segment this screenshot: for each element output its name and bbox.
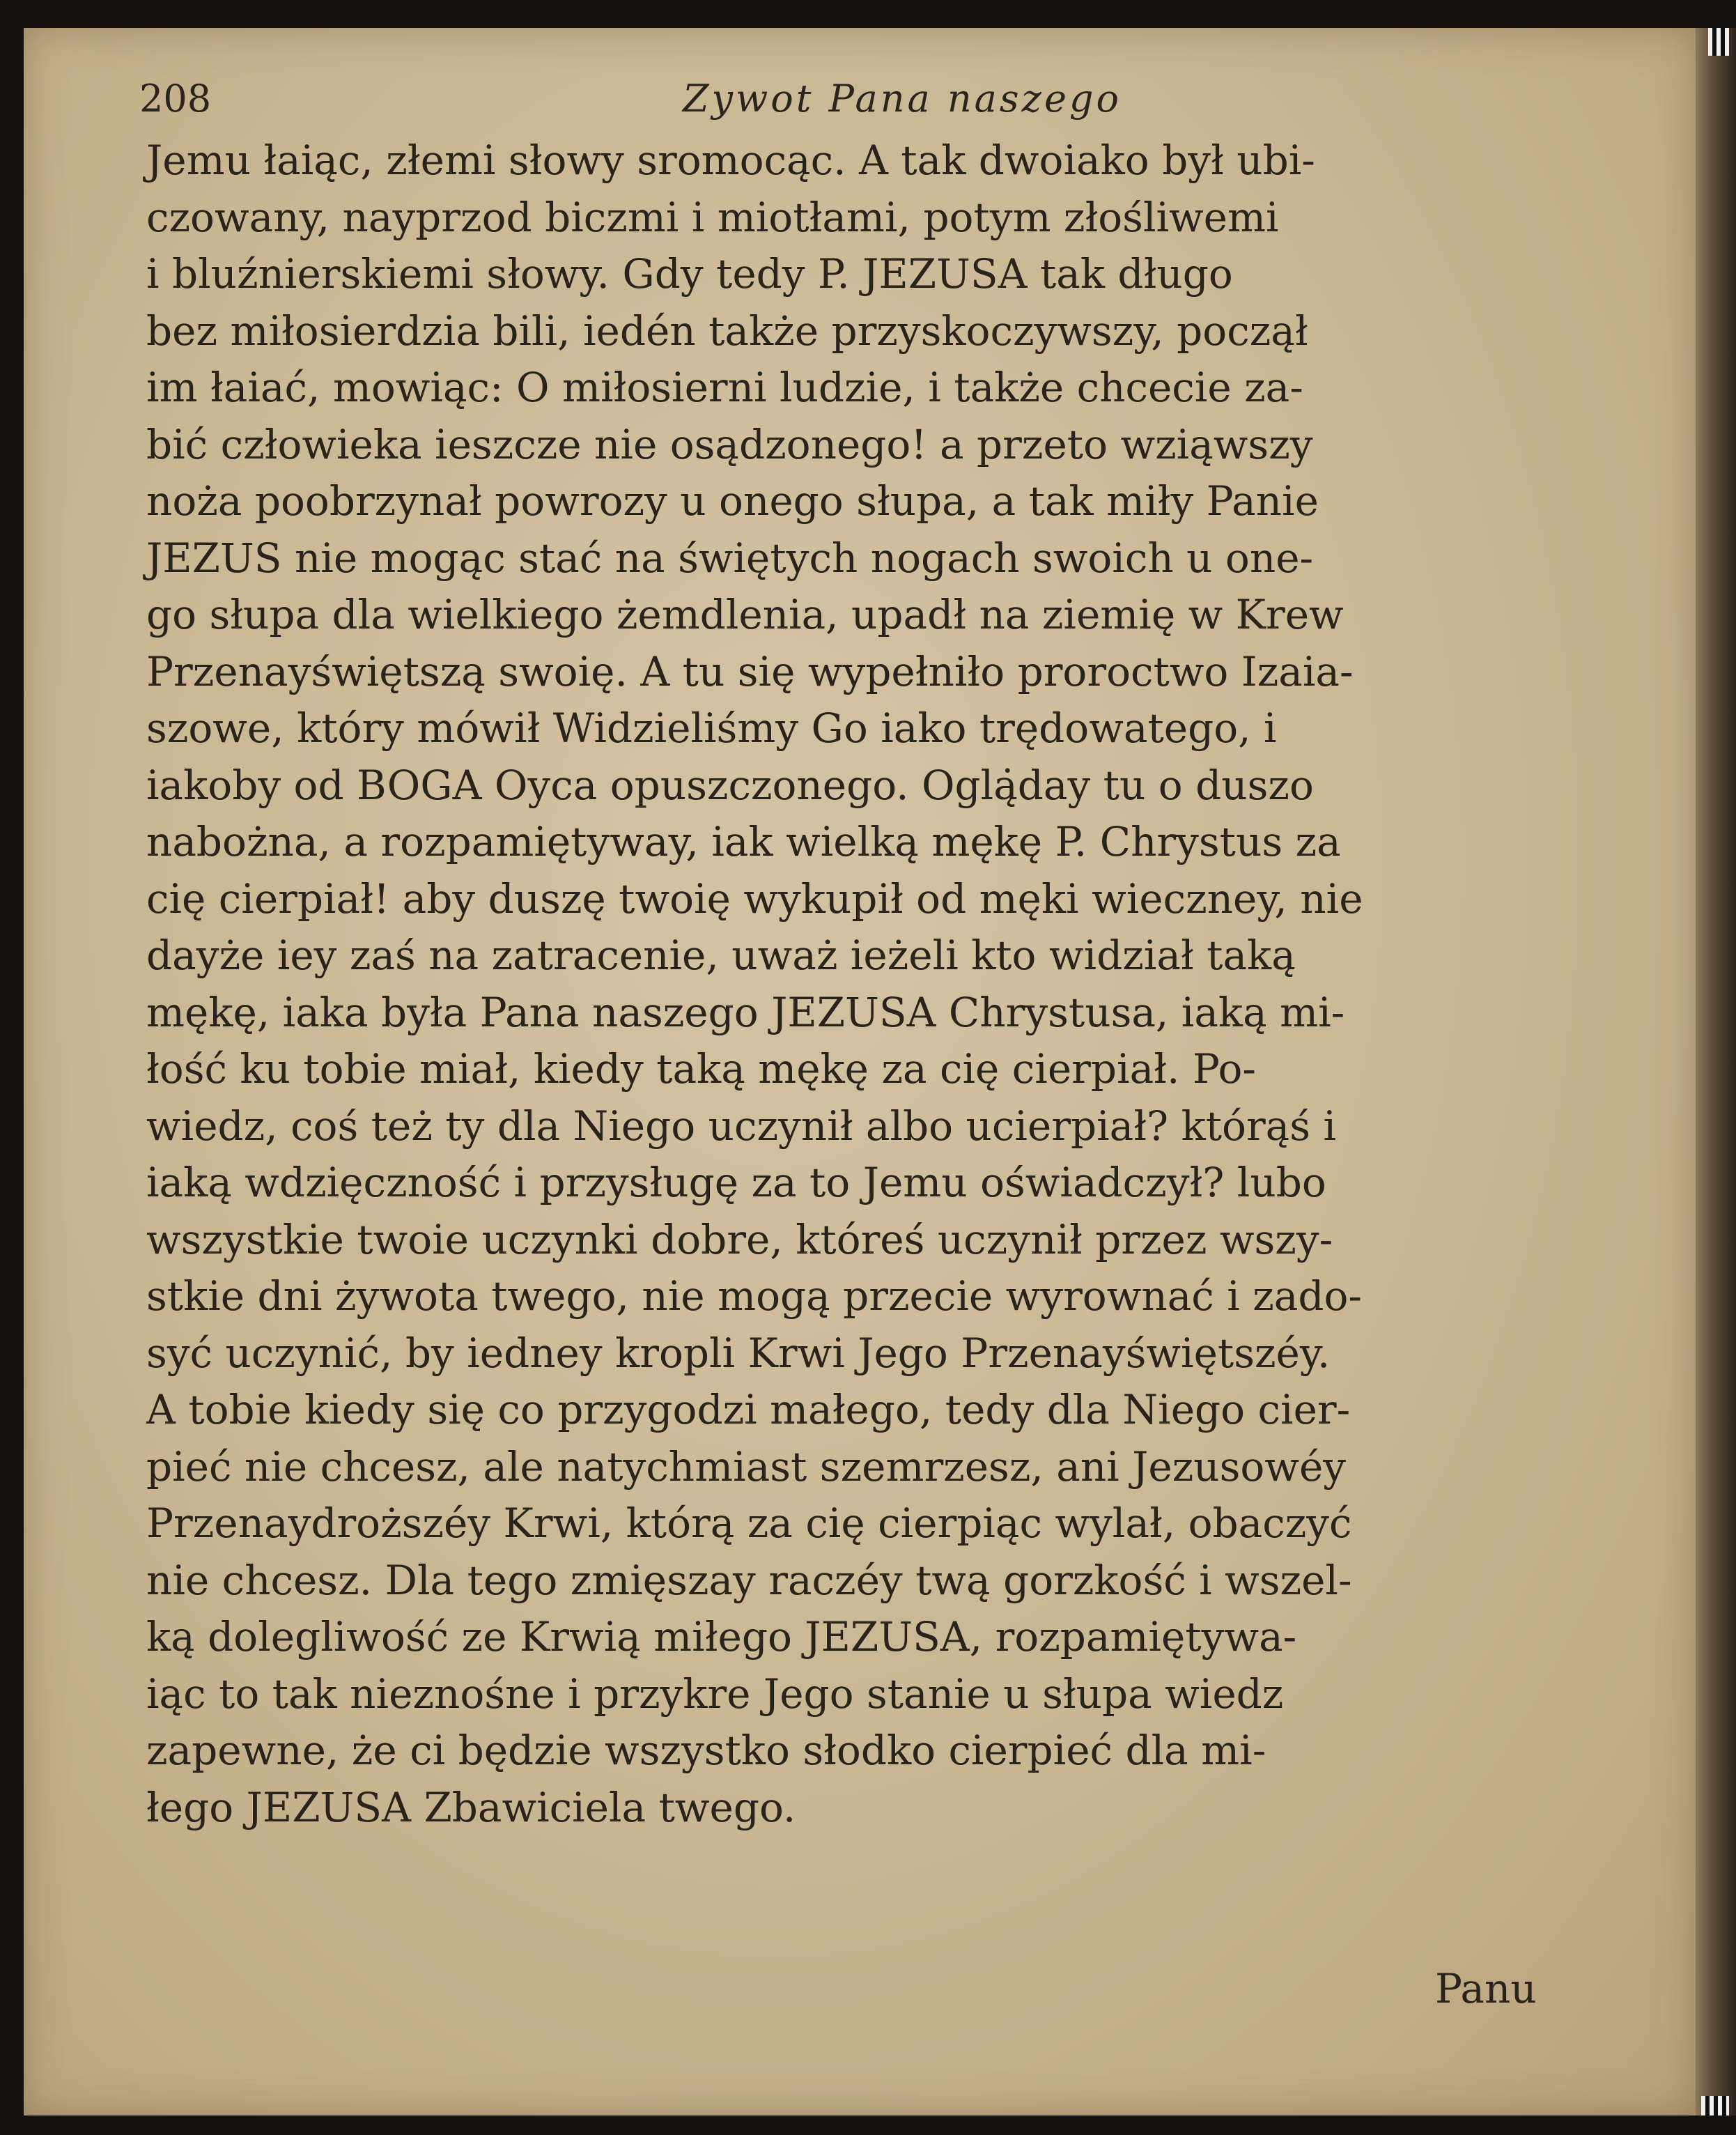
text-line: łość ku tobie miał, kiedy taką mękę za cię cierpiał. Po- xyxy=(146,1045,1257,1093)
text-line: JEZUS nie mogąc stać na świętych nogach swoich u one- xyxy=(146,534,1314,582)
text-line: Przenaydroższéy Krwi, którą za cię cierpiąc wylał, obaczyć xyxy=(146,1500,1352,1547)
text-line: Przenayświętszą swoię. A tu się wypełniło proroctwo Izaia- xyxy=(146,647,1354,695)
text-line: łego JEZUSA Zbawiciela twego. xyxy=(146,1783,796,1831)
body-text xyxy=(146,132,1623,1836)
text-line: mękę, iaka była Pana naszego JEZUSA Chrystusa, iaką mi- xyxy=(146,988,1345,1036)
text-line: iakoby od BOGA Oyca opuszczonego. Oglą̇day tu o duszo xyxy=(146,761,1314,809)
text-line: wszystkie twoie uczynki dobre, któreś uczynił przez wszy- xyxy=(146,1215,1333,1263)
text-line: bić człowieka ieszcze nie osądzonego! a przeto wziąwszy xyxy=(146,420,1313,468)
text-line: iaką wdzięczność i przysługę za to Jemu oświadczył? lubo xyxy=(146,1159,1326,1206)
text-line: zapewne, że ci będzie wszystko słodko cierpieć dla mi- xyxy=(146,1727,1266,1774)
text-line: A tobie kiedy się co przygodzi małego, tedy dla Niego cier- xyxy=(146,1386,1351,1433)
text-line: szowe, który mówił Widzieliśmy Go iako trędowatego, i xyxy=(146,704,1277,752)
book-gutter-edge xyxy=(1696,28,1736,2115)
text-line: bez miłosierdzia bili, iedén także przyskoczywszy, począł xyxy=(146,307,1308,355)
text-line: pieć nie chcesz, ale natychmiast szemrzesz, ani Jezusowéy xyxy=(146,1442,1347,1490)
text-line: Jemu łaiąc, złemi słowy sromocąc. A tak dwoiako był ubi- xyxy=(146,137,1315,184)
text-line: wiedz, coś też ty dla Niego uczynił albo ucierpiał? którąś i xyxy=(146,1102,1336,1150)
scan-calibration-strip-top xyxy=(1708,28,1729,56)
text-line: iąc to tak nieznośne i przykre Jego stanie u słupa wiedz xyxy=(146,1670,1284,1718)
text-line: nabożna, a rozpamiętyway, iak wielką mękę P. Chrystus za xyxy=(146,818,1341,865)
text-line: ką dolegliwość ze Krwią miłego JEZUSA, rozpamiętywa- xyxy=(146,1613,1297,1660)
text-line: go słupa dla wielkiego żemdlenia, upadł na ziemię w Krew xyxy=(146,591,1344,638)
page-number: 208 xyxy=(139,77,212,121)
text-line: cię cierpiał! aby duszę twoię wykupił od męki wieczney, nie xyxy=(146,874,1363,923)
text-line: czowany, nayprzod biczmi i miotłami, potym złośliwemi xyxy=(146,193,1279,241)
text-line: dayże iey zaś na zatracenie, uważ ieżeli kto widział taką xyxy=(146,932,1296,979)
text-line: syć uczynić, by iedney kropli Krwi Jego Przenayświętszéy. xyxy=(146,1329,1331,1377)
running-title: Zywot Pana naszego xyxy=(683,77,1122,121)
catchword: Panu xyxy=(1435,1965,1537,2012)
text-line: im łaiać, mowiąc: O miłosierni ludzie, i także chcecie za- xyxy=(146,364,1303,411)
text-line: noża poobrzynał powrozy u onego słupa, a tak miły Panie xyxy=(146,477,1319,525)
running-head xyxy=(139,77,1282,139)
scan-calibration-strip-bottom xyxy=(1701,2096,1729,2115)
text-line: nie chcesz. Dla tego zmięszay raczéy twą gorzkość i wszel- xyxy=(146,1556,1352,1604)
text-line: i bluźnierskiemi słowy. Gdy tedy P. JEZUSA tak długo xyxy=(146,250,1233,298)
text-line: stkie dni żywota twego, nie mogą przecie wyrownać i zado- xyxy=(146,1272,1362,1320)
